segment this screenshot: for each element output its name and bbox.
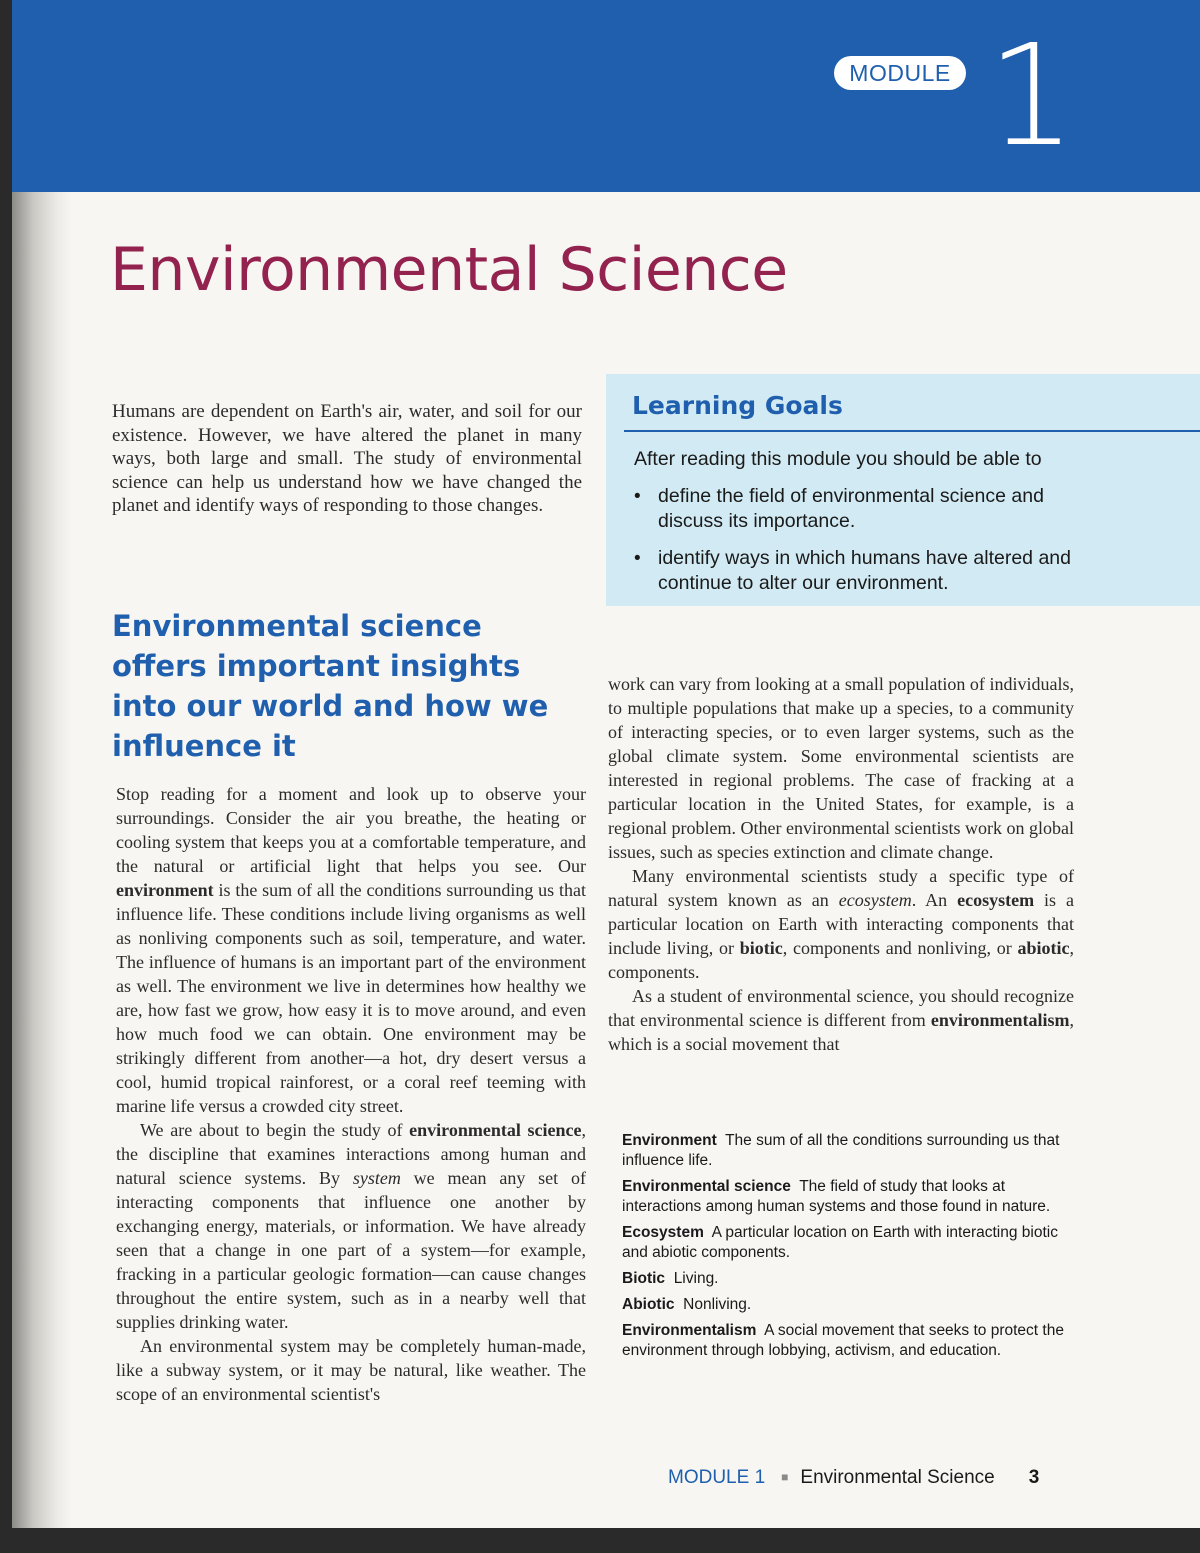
key-term-environment: environment: [116, 880, 214, 900]
body-text: . An: [911, 890, 958, 910]
key-term-abiotic: abiotic: [1017, 938, 1070, 958]
body-paragraph: [116, 1118, 586, 1334]
glossary-entry: [622, 1295, 1074, 1315]
key-term-environmentalism: environmentalism: [930, 1010, 1070, 1030]
body-text: Stop reading for a moment and look up to observe your surroundings. Consider the air you breathe, the heating or cooling system that keeps you at a comfortable temperature, and the natural or artificial light that helps you see. Our: [116, 784, 586, 876]
module-label-badge: MODULE: [834, 56, 966, 90]
glossary-term: Ecosystem: [622, 1224, 704, 1241]
page-footer: [668, 1463, 1039, 1491]
body-text: we mean any set of interacting components that influence one another by exchanging energy, materials, or information. We have already seen that a change in one part of a system—for example, fracking in a particular geologic formation—can cause changes throughout the entire system, such as in a nearby well that supplies drinking water.: [116, 1168, 586, 1332]
page-number: 3: [1028, 1467, 1040, 1488]
body-paragraph: [608, 864, 1074, 984]
page-binding-shadow: [12, 0, 72, 1528]
body-text: We are about to begin the study of: [140, 1120, 410, 1140]
body-text: is the sum of all the conditions surrounding us that influence life. These conditions include living organisms as well as nonliving components such as soil, temperature, and water. The influence of humans is an important part of the environment as well. The environment we live in determines how healthy we are, how fast we grow, how easy it is to move around, and even how much food we can obtain. One environment may be strikingly different from another—a hot, dry desert versus a cool, humid tropical rainforest, or a coral reef teeming with marine life versus a crowded city street.: [116, 880, 586, 1116]
learning-goal-item: [634, 546, 1074, 596]
bullet-icon: •: [634, 486, 641, 507]
body-text: is a particular location on Earth with interacting components that include living, or: [608, 890, 1074, 958]
glossary-term: Environmentalism: [622, 1322, 757, 1339]
module-header-band: [12, 0, 1200, 192]
body-paragraph: work can vary from looking at a small population of individuals, to multiple populations that make up a species, to a community of interacting species, or to even larger systems, such as the global climate system. Some environmental scientists are interested in regional problems. The case of fracking at a particular location in the United States, for example, is a regional problem. Other environmental scientists work on global issues, such as species extinction and climate change.: [608, 674, 1074, 862]
glossary-definition: A particular location on Earth with interacting biotic and abiotic components.: [622, 1224, 1058, 1261]
body-text: Many environmental scientists study a specific type of natural system known as an: [608, 866, 1074, 910]
learning-goals-box: [606, 374, 1200, 606]
glossary-term: Environment: [622, 1132, 717, 1149]
footer-module: MODULE 1: [668, 1467, 766, 1488]
glossary-entry: [622, 1223, 1074, 1263]
body-column-right: [608, 672, 1074, 1056]
module-number: 1: [987, 15, 1077, 178]
footer-title: Environmental Science: [800, 1467, 995, 1488]
learning-goals-lead: After reading this module you should be able to: [634, 448, 1042, 470]
glossary-entry: [622, 1321, 1074, 1361]
italic-term-system: system: [352, 1168, 401, 1188]
page-title: Environmental Science: [110, 235, 788, 305]
learning-goal-text: define the field of environmental science and discuss its importance.: [658, 485, 1044, 532]
footer-separator-icon: ■: [781, 1470, 789, 1484]
section-heading: Environmental science offers important insights into our world and how we influence it: [112, 609, 549, 763]
glossary-definition: The sum of all the conditions surrounding us that influence life.: [622, 1132, 1060, 1169]
glossary-definition: Nonliving.: [683, 1296, 752, 1313]
learning-goal-text: identify ways in which humans have altered and continue to alter our environment.: [658, 547, 1071, 594]
body-paragraph: [608, 984, 1074, 1056]
textbook-page: [12, 0, 1200, 1528]
body-text: , components.: [608, 938, 1074, 982]
bullet-icon: •: [634, 548, 641, 569]
body-paragraph: [116, 782, 586, 1118]
learning-goals-list: [634, 484, 1074, 608]
glossary-sidebar: [622, 1131, 1074, 1367]
learning-goals-divider: [624, 430, 1200, 432]
glossary-term: Biotic: [622, 1270, 666, 1287]
glossary-entry: [622, 1177, 1074, 1217]
glossary-entry: [622, 1269, 1074, 1289]
body-text: , which is a social movement that: [608, 1010, 1074, 1054]
key-term-environmental-science: environmental science: [409, 1120, 582, 1140]
glossary-term: Abiotic: [622, 1296, 675, 1313]
learning-goal-item: [634, 484, 1074, 534]
glossary-term: Environmental science: [622, 1178, 791, 1195]
key-term-ecosystem: ecosystem: [957, 890, 1035, 910]
glossary-entry: [622, 1131, 1074, 1171]
glossary-definition: A social movement that seeks to protect the environment through lobbying, activism, and education.: [622, 1322, 1064, 1359]
learning-goals-title: Learning Goals: [632, 391, 843, 420]
body-text: , the discipline that examines interactions among human and natural science systems. By: [116, 1120, 587, 1188]
glossary-definition: The field of study that looks at interactions among human systems and those found in nature.: [622, 1178, 1051, 1215]
key-term-biotic: biotic: [739, 938, 783, 958]
body-text: As a student of environmental science, you should recognize that environmental science is different from: [608, 986, 1074, 1030]
italic-term-ecosystem: ecosystem: [838, 890, 912, 910]
intro-paragraph: Humans are dependent on Earth's air, water, and soil for our existence. However, we have altered the planet in many ways, both large and small. The study of environmental science can help us understand how we have changed the planet and identify ways of responding to those changes.: [112, 401, 582, 516]
body-column-left: [116, 782, 586, 1406]
glossary-definition: Living.: [673, 1270, 719, 1287]
body-text: , components and nonliving, or: [782, 938, 1018, 958]
body-paragraph: An environmental system may be completely human-made, like a subway system, or it may be natural, like weather. The scope of an environmental scientist's: [116, 1336, 586, 1404]
